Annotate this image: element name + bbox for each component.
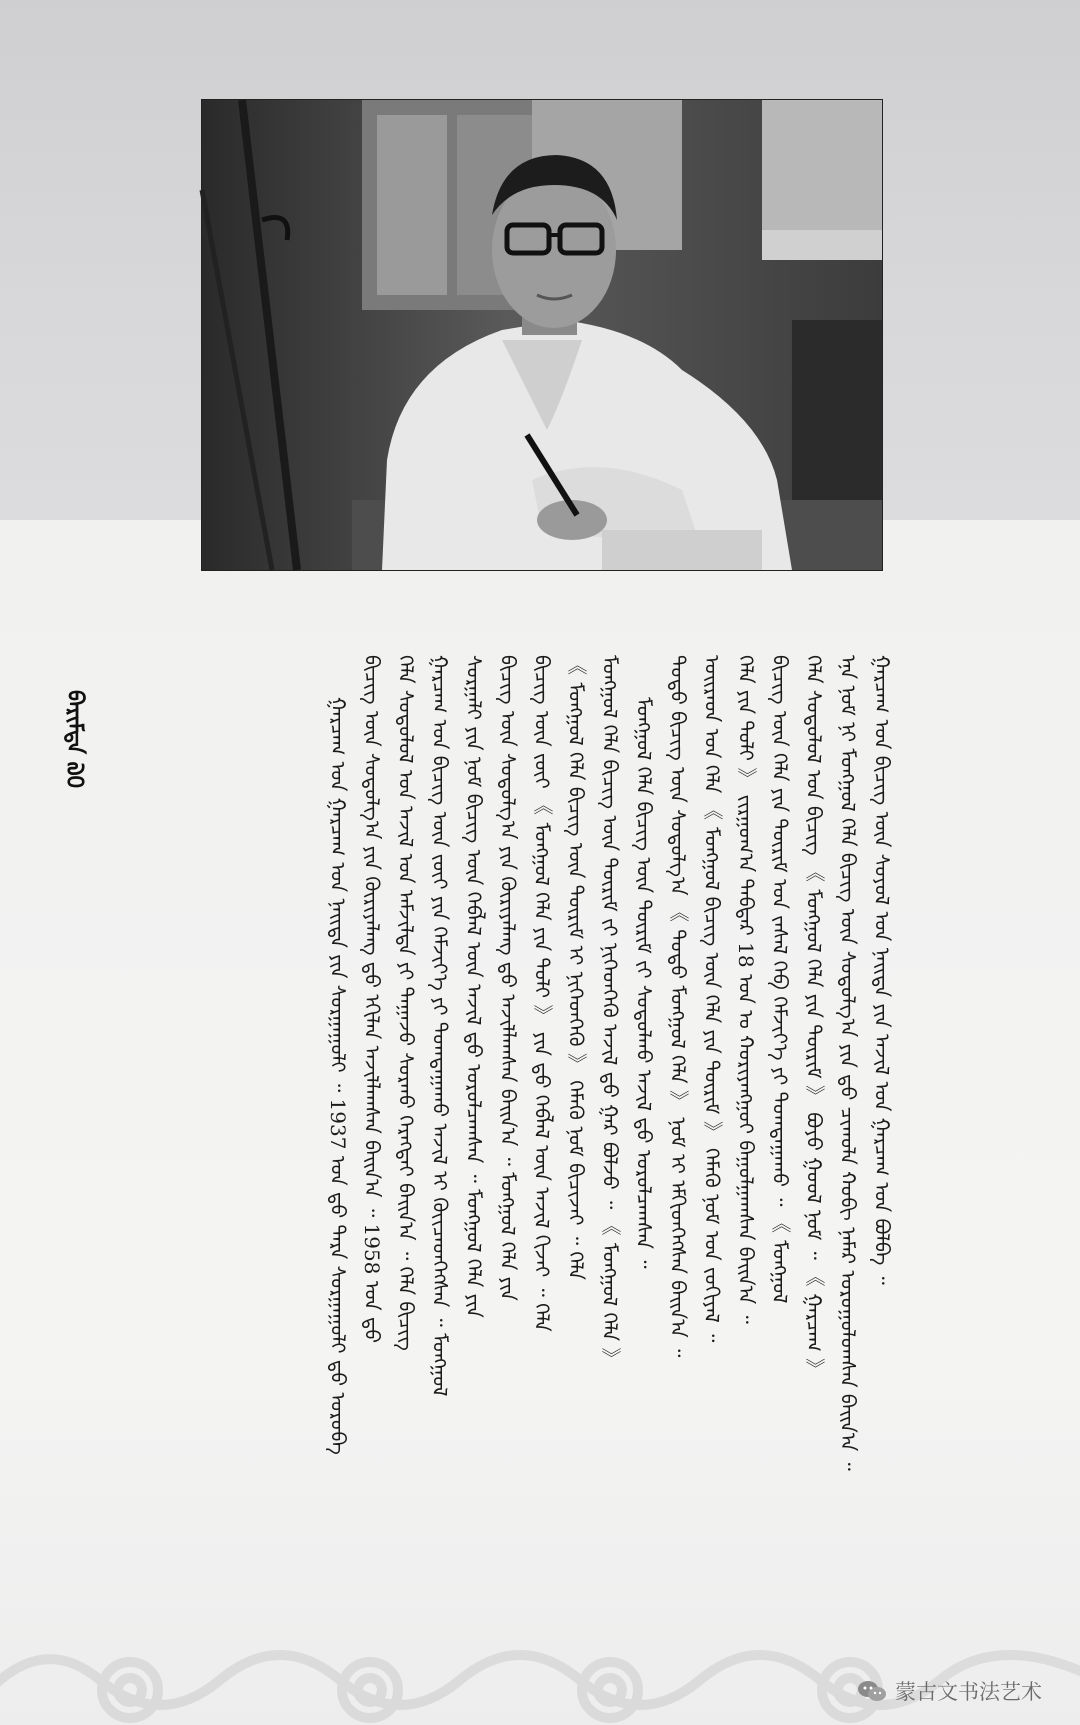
text-column: ᠬᠡᠯᠡ ᠰᠤᠳᠤᠯᠤᠯ ᠤᠨ ᠠᠵᠢᠯ ᠤᠨ ᠠᠮᠵᠢᠯᠲᠠ ᠶᠢ ᠳᠠᠭᠠᠵᠤ ᠰᠤᠷᠬᠤ ᠬᠡᠷᠡᠭᠲᠡᠢ ᠪᠠᠢᠨ᠎ᠠ ᠃ ᠬᠡᠯᠡ ᠪᠢᠴᠢᠭ᠌ <box>394 655 418 1351</box>
text-column: ᠪᠢᠴᠢᠭ᠌ ᠦᠨ ᠰᠤᠳᠤᠯᠭ᠎ᠠ ᠶᠢᠨ ᠬᠦᠷᠢᠶᠡᠯᠡᠩ ᠳ᠋ᠦ ᠠᠵᠢᠯᠯᠠᠭᠰᠠᠨ ᠪᠠᠢᠨ᠎ᠠ ᠃ ᠮᠣᠩᠭᠣᠯ ᠬᠡᠯᠡ ᠶᠢᠨ <box>496 655 520 1301</box>
portrait-photo <box>202 100 882 570</box>
wechat-icon <box>857 1679 887 1703</box>
watermark-text: 蒙古文书法艺术 <box>895 1680 1042 1704</box>
page-number: ᠪᠠᠷᠢᠮᠲᠠ ᠗᠐ <box>62 690 88 789</box>
text-column: ᠭᠠᠷᠴᠠᠭ ᠤᠨ ᠭᠠᠷᠴᠠᠭ ᠤᠨ ᠨᠡᠢᠲᠡ ᠶᠢᠨ ᠰᠤᠷᠭᠠᠭᠤᠯᠢ ᠃ 1937 ᠣᠨ ᠳ᠋ᠤ ᠲᠡᠷᠡ ᠰᠤᠷᠭᠠᠭᠤᠯᠢ ᠳ᠋ᠤ ᠣᠷᠣᠪᠠ <box>326 697 350 1455</box>
watermark <box>857 1676 1042 1706</box>
text-column: ᠬᠡᠯᠡ ᠶᠢᠨ ᠲᠣᠯᠢ 》 ᠵᠢᠷᠭᠤᠭ᠎ᠠ ᠳᠡᠪᠲᠡᠷ 18 ᠣᠨ ᠤ ᠬᠤᠷᠢᠶᠠᠩᠭᠤᠢ ᠪᠠᠭᠤᠯᠭᠠᠭᠰᠠᠨ ᠪᠠᠢᠨ᠎ᠠ ᠃ <box>734 655 758 1324</box>
text-column: ᠮᠣᠩᠭᠣᠯ ᠬᠡᠯᠡ ᠪᠢᠴᠢᠭ᠌ ᠦᠨ ᠳᠦᠷᠢᠮ ᠵᠢ ᠨᠢᠭᠡᠳᠬᠡᠬᠦ ᠠᠵᠢᠯ ᠳ᠋ᠤ ᠭᠠᠷ ᠪᠣᠯᠵᠤ ᠃ 《 ᠮᠣᠩᠭᠣᠯ ᠬᠡᠯᠡ 》 <box>598 655 622 1368</box>
photo-illustration <box>202 100 882 570</box>
text-column: ᠭᠠᠷᠴᠠᠭ ᠤᠨ ᠪᠢᠴᠢᠭ᠌ ᠦᠨ ᠰᠣᠶᠣᠯ ᠤᠨ ᠨᠡᠢᠲᠡ ᠶᠢᠨ ᠠᠵᠢᠯ ᠤᠨ ᠭᠠᠷᠴᠠᠭ ᠤᠨ ᠪᠣᠯᠪᠠ ᠃ <box>870 655 894 1285</box>
text-column: ᠪᠢᠴᠢᠭ᠌ ᠦᠨ ᠵᠦᠢ 《 ᠮᠣᠩᠭᠣᠯ ᠬᠡᠯᠡ ᠶᠢᠨ ᠲᠣᠯᠢ 》 ᠶᠢᠨ ᠳ᠋ᠤ ᠬᠡᠪᠯᠡᠯ ᠦᠨ ᠠᠵᠢᠯ ᠬᠢᠵᠡᠢ ᠃ ᠬᠡᠯᠡ <box>530 655 554 1332</box>
mongolian-text-block <box>195 655 900 1525</box>
text-column: ᠮᠣᠩᠭᠣᠯ ᠬᠡᠯᠡ ᠪᠢᠴᠢᠭ᠌ ᠦᠨ ᠳᠦᠷᠢᠮ ᠵᠢ ᠰᠤᠳᠤᠯᠬᠤ ᠠᠵᠢᠯ ᠳ᠋ᠤ ᠣᠷᠣᠯᠴᠠᠭᠰᠠᠨ ᠃ <box>632 697 656 1269</box>
text-column: 《 ᠮᠣᠩᠭᠣᠯ ᠬᠡᠯᠡ ᠪᠢᠴᠢᠭ᠌ ᠦᠨ ᠳᠦᠷᠢᠮ ᠢ ᠨᠢᠭᠡᠳᠬᠡᠬᠦ 》 ᠬᠡᠮᠡᠬᠦ ᠨᠣᠮ ᠪᠢᠴᠢᠵᠡᠢ ᠃ ᠬᠡᠯᠡ <box>564 655 588 1280</box>
text-column: ᠡᠨᠡ ᠨᠣᠮ ᠨᠢ ᠮᠣᠩᠭᠣᠯ ᠬᠡᠯᠡ ᠪᠢᠴᠢᠭ᠌ ᠦᠨ ᠰᠤᠳᠤᠯᠭ᠎ᠠ ᠶᠢᠨ ᠳ᠋ᠤ ᠴᠢᠬᠤᠯᠠ ᠬᠤᠪᠢ ᠨᠡᠮᠡᠷ ᠣᠷᠣᠭᠤᠯᠤᠭᠰᠠᠨ ᠪᠠᠢᠨ᠎ᠠ ᠃ <box>836 655 860 1471</box>
text-column: ᠣᠢᠷᠠᠳ ᠤᠨ ᠬᠡᠯᠡ 《 ᠮᠣᠩᠭᠣᠯ ᠪᠢᠴᠢᠭ᠌ ᠦᠨ ᠬᠡᠯᠡ ᠶᠢᠨ ᠳᠦᠷᠢᠮ 》 ᠬᠡᠮᠡᠬᠦ ᠨᠣᠮ ᠤᠨ ᠵᠣᠬᠢᠶᠠᠯ ᠃ <box>700 655 724 1343</box>
text-column: ᠪᠢᠴᠢᠭ᠌ ᠦᠨ ᠬᠡᠯᠡ ᠶᠢᠨ ᠳᠦᠷᠢᠮ ᠤᠨ ᠵᠠᠰᠠᠯ ᠬᠡᠪ ᠬᠡᠮᠵᠢᠶ᠎ᠡ ᠶᠢ ᠲᠣᠭᠲᠠᠭᠠᠬᠤ ᠃ 《 ᠮᠣᠩᠭᠣᠯ <box>768 655 792 1304</box>
decorative-ornament <box>0 1610 1080 1725</box>
text-column: ᠪᠢᠴᠢᠭ᠌ ᠦᠨ ᠰᠤᠳᠤᠯᠭ᠎ᠠ ᠶᠢᠨ ᠬᠦᠷᠢᠶᠡᠯᠡᠩ ᠳ᠋ᠦ ᠡᠬᠢᠯᠡᠨ ᠠᠵᠢᠯᠯᠠᠭᠰᠠᠨ ᠪᠠᠢᠨ᠎ᠠ ᠃ 1958 ᠣᠨ ᠳ᠋ᠤ <box>360 655 384 1344</box>
text-column: ᠲᠣᠳᠣ ᠪᠢᠴᠢᠭ᠌ ᠦᠨ ᠰᠤᠳᠤᠯᠭ᠎ᠠ 《 ᠲᠣᠳᠣ ᠮᠣᠩᠭᠣᠯ ᠬᠡᠯᠡ 》 ᠨᠣᠮ ᠢ ᠡᠮᠬᠢᠳᠬᠡᠭᠰᠡᠨ ᠪᠠᠢᠨ᠎ᠠ ᠃ <box>666 655 690 1358</box>
text-column: ᠰᠤᠷᠭᠠᠯᠢ ᠶᠢᠨ ᠨᠣᠮ ᠪᠢᠴᠢᠭ᠌ ᠦᠨ ᠬᠡᠪᠯᠡᠯ ᠦᠨ ᠠᠵᠢᠯ ᠳ᠋ᠤ ᠣᠷᠣᠯᠴᠠᠭᠰᠠᠨ ᠃ ᠮᠣᠩᠭᠣᠯ ᠬᠡᠯᠡ ᠶᠢᠨ <box>462 655 486 1318</box>
text-column: ᠭᠠᠷᠴᠠᠭ ᠤᠨ ᠪᠢᠴᠢᠭ᠌ ᠦᠨ ᠵᠦᠢ ᠶᠢᠨ ᠬᠡᠮᠵᠢᠶ᠎ᠡ ᠶᠢ ᠲᠣᠭᠲᠠᠭᠠᠬᠤ ᠠᠵᠢᠯ ᠢ ᠭᠦᠢᠴᠡᠳᠬᠡᠭᠰᠡᠨ ᠃ ᠮᠣᠩᠭᠣᠯ <box>428 655 452 1397</box>
text-column: ᠬᠡᠯᠡ ᠰᠤᠳᠤᠯᠤᠯ ᠤᠨ ᠪᠢᠴᠢᠭ᠌ 《 ᠮᠣᠩᠭᠣᠯ ᠬᠡᠯᠡ ᠶᠢᠨ ᠳᠦᠷᠢᠮ 》 ᠪᠤᠶᠤ ᠭᠣᠣᠯ ᠨᠣᠮ ᠃ 《 ᠭᠠᠷᠴᠠᠭ 》 <box>802 655 826 1379</box>
